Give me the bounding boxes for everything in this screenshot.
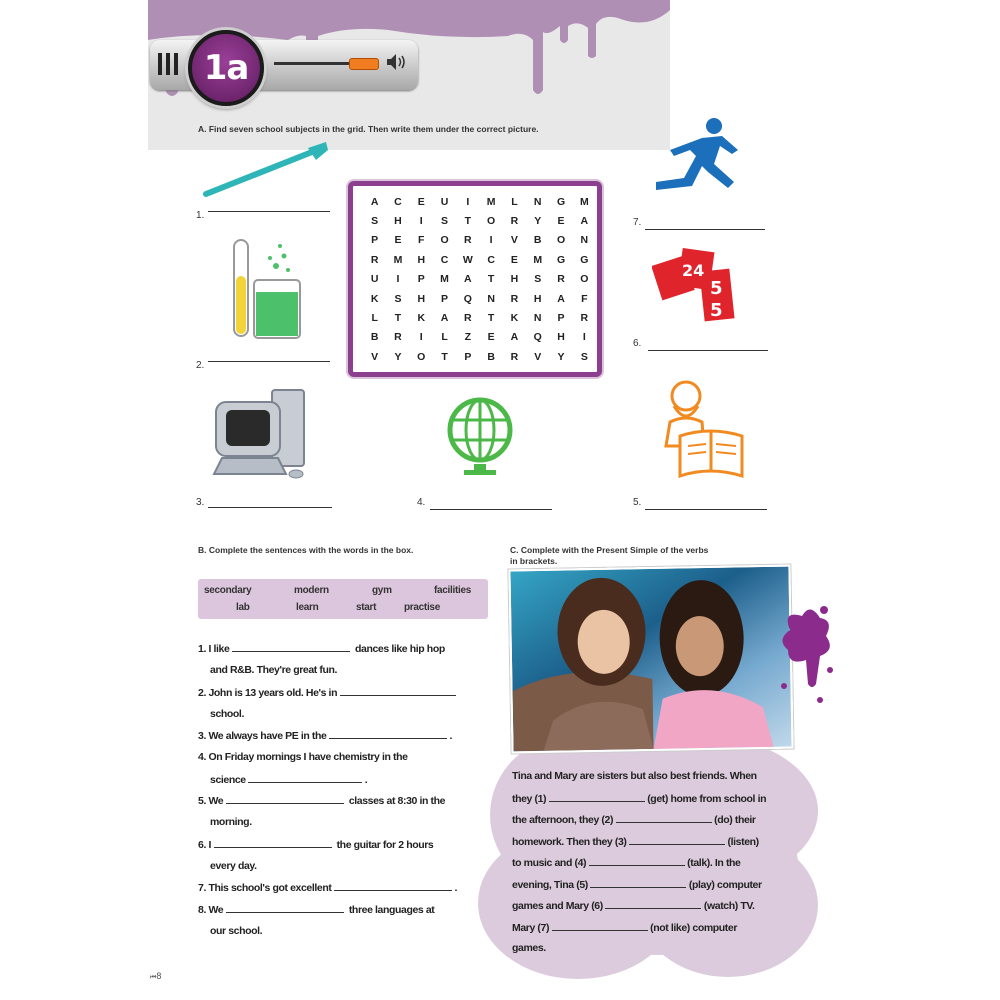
answer-number: 1. [196, 210, 205, 221]
volume-icon[interactable] [386, 52, 408, 72]
passage-line-8: Mary (7) (not like) computer [512, 922, 738, 934]
grid-letter[interactable]: T [441, 350, 448, 363]
blank[interactable] [605, 899, 701, 909]
sentence-8-cont: our school. [210, 925, 263, 937]
grid-row [363, 192, 596, 211]
section-c-instruction: C. Complete with the Present Simple of the verbs [510, 545, 709, 555]
passage-line-4: homework. Then they (3) (listen) [512, 836, 759, 848]
history-bust-book-icon [660, 376, 744, 480]
grid-letter[interactable]: N [533, 195, 542, 208]
grid-letter[interactable]: L [371, 312, 378, 325]
grid-letter[interactable]: E [417, 195, 425, 208]
word-box-item: start [356, 602, 377, 613]
grid-letter[interactable]: W [462, 253, 473, 266]
grid-row [363, 347, 596, 366]
paint-splash-decoration [776, 600, 836, 710]
grid-letter[interactable]: U [440, 195, 449, 208]
grid-letter[interactable]: H [394, 215, 402, 228]
grid-letter[interactable]: T [487, 273, 495, 286]
grid-letter[interactable]: R [370, 253, 379, 266]
grid-letter[interactable]: T [394, 312, 402, 325]
grid-letter[interactable]: S [371, 215, 379, 228]
passage-line-3: the afternoon, they (2) (do) their [512, 814, 756, 826]
grid-letter[interactable]: P [417, 273, 425, 286]
grid-letter[interactable]: H [417, 253, 426, 266]
word-box-item: practise [404, 602, 440, 613]
grid-letter[interactable]: P [464, 350, 472, 363]
grid-letter[interactable]: M [486, 195, 496, 208]
grid-letter[interactable]: M [393, 253, 403, 266]
grid-letter[interactable]: R [510, 215, 519, 228]
blank[interactable] [589, 856, 685, 866]
grid-letter[interactable]: O [556, 234, 566, 247]
answer-number: 6. [633, 338, 642, 349]
page-number: 8 [156, 971, 162, 981]
grid-letter[interactable]: R [557, 273, 565, 286]
sentence-8: 8. We three languages at [198, 904, 435, 916]
blank[interactable] [549, 792, 645, 802]
word-box [198, 579, 488, 619]
passage-line-6: evening, Tina (5) (play) computer [512, 879, 762, 891]
grid-letter[interactable]: R [464, 312, 472, 325]
grid-letter[interactable]: R [580, 312, 589, 325]
sentence-2-cont: school. [210, 708, 244, 720]
sentence-4-cont: science . [210, 774, 368, 786]
grid-letter[interactable]: H [533, 292, 542, 305]
sentence-4: 4. On Friday mornings I have chemistry in the [198, 751, 408, 763]
grid-letter[interactable]: L [441, 331, 448, 344]
blank[interactable] [590, 878, 686, 888]
answer-number: 4. [417, 497, 426, 508]
page-arrow-icon: ⏮ [150, 974, 157, 981]
grid-letter[interactable]: Y [557, 350, 565, 363]
grid-letter[interactable]: O [487, 215, 496, 228]
section-a-instruction: A. Find seven school subjects in the grid. Then write them under the correct picture. [198, 124, 539, 134]
blank[interactable] [334, 881, 452, 891]
sentence-5: 5. We classes at 8:30 in the [198, 795, 446, 807]
blank[interactable] [552, 921, 648, 931]
grid-letter[interactable]: E [394, 234, 402, 247]
grid-row [363, 308, 596, 327]
svg-text:24: 24 [682, 261, 705, 280]
grid-letter[interactable]: V [534, 350, 542, 363]
section-b-instruction: B. Complete the sentences with the words in the box. [198, 545, 414, 555]
grid-letter[interactable]: U [370, 273, 379, 286]
computer-icon [212, 386, 312, 480]
runner-icon [652, 116, 748, 208]
grid-letter[interactable]: Q [463, 292, 472, 305]
grid-letter[interactable]: I [582, 331, 586, 344]
answer-number: 5. [633, 497, 642, 508]
blank[interactable] [629, 835, 725, 845]
grid-letter[interactable]: M [440, 273, 449, 286]
maths-cards-icon [652, 246, 738, 324]
grid-letter[interactable]: K [417, 312, 426, 325]
svg-text:5: 5 [710, 300, 723, 321]
grid-letter[interactable]: A [557, 292, 565, 305]
grid-letter[interactable]: P [441, 292, 449, 305]
audio-progress-thumb[interactable] [349, 58, 379, 70]
grid-letter[interactable]: H [557, 331, 565, 344]
grid-letter[interactable]: I [466, 195, 470, 208]
passage-line-1: Tina and Mary are sisters but also best friends. When [512, 770, 757, 782]
section-c-instruction-cont: in brackets. [510, 556, 558, 566]
grid-letter[interactable]: B [370, 331, 379, 344]
grid-letter[interactable]: B [533, 234, 542, 247]
grid-letter[interactable]: N [487, 292, 495, 305]
grid-letter[interactable]: Y [394, 350, 402, 363]
passage-line-9: games. [512, 942, 546, 954]
grid-row [363, 328, 596, 347]
grid-letter[interactable]: R [510, 292, 519, 305]
grid-letter[interactable]: B [487, 350, 495, 363]
blank[interactable] [232, 642, 350, 652]
grid-letter[interactable]: Z [464, 331, 472, 344]
grid-letter[interactable]: H [510, 273, 519, 286]
test-tube-beaker-icon [228, 236, 308, 344]
blank[interactable] [226, 903, 344, 913]
grid-letter[interactable]: G [580, 253, 589, 266]
grid-letter[interactable]: N [580, 234, 589, 247]
grid-letter[interactable]: M [579, 195, 589, 208]
passage-line-7: games and Mary (6) (watch) TV. [512, 900, 755, 912]
word-box-item: learn [296, 602, 319, 613]
word-box-item: secondary [204, 585, 252, 596]
page-number-marker [150, 971, 161, 982]
grid-letter[interactable]: I [419, 215, 423, 228]
grid-letter[interactable]: A [370, 195, 379, 208]
girls-illustration [510, 567, 791, 752]
grid-letter[interactable]: P [557, 312, 565, 325]
grid-row [363, 289, 596, 308]
globe-icon [444, 394, 518, 478]
word-box-item: facilities [434, 585, 472, 596]
photo-two-girls [508, 565, 793, 754]
grid-letter[interactable]: R [510, 350, 519, 363]
blank[interactable] [226, 794, 344, 804]
grid-letter[interactable]: R [464, 234, 472, 247]
grid-letter[interactable]: S [394, 292, 402, 305]
sentence-6-cont: every day. [210, 860, 257, 872]
grid-letter[interactable]: M [533, 253, 543, 266]
sentence-6: 6. I the guitar for 2 hours [198, 839, 434, 851]
svg-text:5: 5 [710, 278, 723, 299]
blank[interactable] [340, 686, 456, 696]
grid-letter[interactable]: O [580, 273, 589, 286]
grid-letter[interactable]: Y [534, 215, 542, 228]
grid-letter[interactable]: O [417, 350, 426, 363]
grid-letter[interactable]: C [440, 253, 449, 266]
grid-letter[interactable]: A [440, 312, 449, 325]
grid-letter[interactable]: G [556, 195, 566, 208]
grid-row [363, 231, 596, 250]
grid-letter[interactable]: I [489, 234, 493, 247]
grid-letter[interactable]: N [533, 312, 542, 325]
grid-letter[interactable]: F [581, 292, 588, 305]
grid-letter[interactable]: S [441, 215, 449, 228]
grid-letter[interactable]: S [580, 350, 588, 363]
sentence-5-cont: morning. [210, 816, 252, 828]
grid-letter[interactable]: V [371, 350, 379, 363]
grid-letter[interactable]: P [371, 234, 379, 247]
grid-letter[interactable]: C [394, 195, 402, 208]
grid-letter[interactable]: T [487, 312, 495, 325]
word-search-grid [348, 181, 602, 377]
sentence-2: 2. John is 13 years old. He's in [198, 686, 456, 699]
grid-letter[interactable]: G [556, 253, 566, 266]
blank[interactable] [248, 773, 362, 783]
sentence-3: 3. We always have PE in the . [198, 730, 453, 742]
grid-letter[interactable]: E [510, 253, 518, 266]
passage-line-5: to music and (4) (talk). In the [512, 857, 741, 869]
grid-letter[interactable]: T [464, 215, 472, 228]
sentence-7: 7. This school's got excellent . [198, 882, 458, 894]
grid-letter[interactable]: C [487, 253, 495, 266]
blank[interactable] [616, 813, 712, 823]
paintbrush-icon [200, 140, 332, 200]
answer-line-1[interactable] [208, 210, 330, 212]
word-box-item: modern [294, 585, 329, 596]
answer-line-6[interactable] [648, 349, 768, 351]
grid-letter[interactable]: V [510, 234, 518, 247]
grid-letter[interactable]: L [511, 195, 518, 208]
sentence-1: 1. I like dances like hip hop [198, 643, 445, 655]
passage-line-2: they (1) (get) home from school in [512, 793, 767, 805]
grid-letter[interactable]: H [417, 292, 426, 305]
grid-letter[interactable]: Q [533, 331, 542, 344]
grid-letter[interactable]: A [580, 215, 589, 228]
answer-line-7[interactable] [645, 228, 765, 230]
grid-letter[interactable]: I [396, 273, 400, 286]
answer-number: 7. [633, 217, 642, 228]
grid-letter[interactable]: E [487, 331, 495, 344]
grid-letter[interactable]: A [510, 331, 519, 344]
answer-number: 2. [196, 360, 205, 371]
grid-letter[interactable]: E [557, 215, 565, 228]
blank[interactable] [329, 729, 447, 739]
answer-line-2[interactable] [208, 360, 330, 362]
grid-row [363, 250, 596, 269]
word-box-item: gym [372, 585, 392, 596]
grid-letter[interactable]: O [440, 234, 449, 247]
grid-letter[interactable]: S [534, 273, 542, 286]
grid-row [363, 270, 596, 289]
sentence-1-cont: and R&B. They're great fun. [210, 664, 338, 676]
answer-number: 3. [196, 497, 205, 508]
grid-letter[interactable]: K [510, 312, 519, 325]
track-bars-icon [158, 53, 184, 77]
grid-letter[interactable]: I [419, 331, 423, 344]
answer-line-3[interactable] [208, 506, 332, 508]
grid-letter[interactable]: A [464, 273, 472, 286]
answer-line-4[interactable] [430, 508, 552, 510]
word-box-item: lab [236, 602, 250, 613]
grid-letter[interactable]: R [394, 331, 402, 344]
blank[interactable] [214, 838, 332, 848]
answer-line-5[interactable] [645, 508, 767, 510]
unit-badge [188, 30, 264, 106]
grid-letter[interactable]: K [370, 292, 379, 305]
grid-row [363, 211, 596, 230]
unit-label: 1a [203, 48, 249, 88]
grid-letter[interactable]: F [418, 234, 425, 247]
